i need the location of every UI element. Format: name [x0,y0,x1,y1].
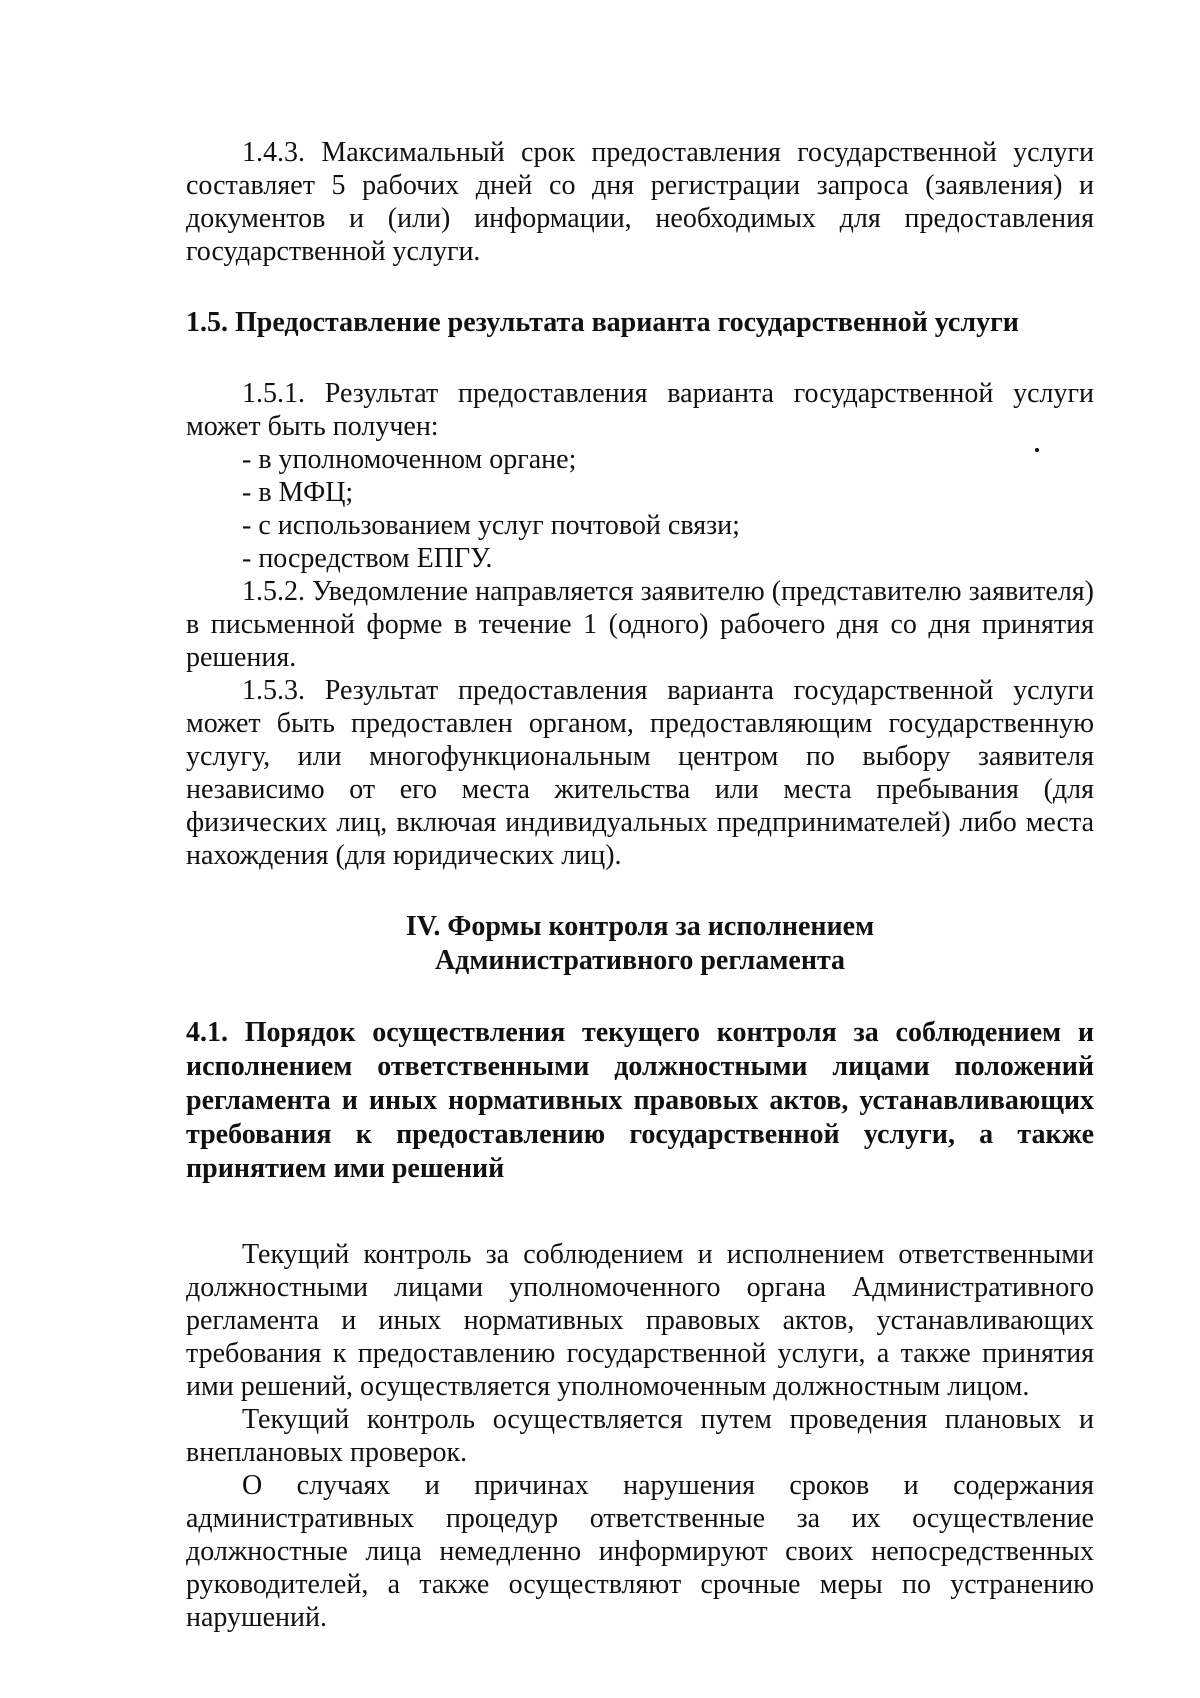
document-page [186,136,1094,1634]
section-iv-title-line1: IV. Формы контроля за исполнением [405,911,875,942]
stray-dot-mark [1035,448,1039,452]
paragraph-1-4-3: 1.4.3. Максимальный срок предоставления государственной услуги составляет 5 рабочих дней со дня регистрации запроса (заявления) и документов и (или) информации, необходимых для предоставления государственной услуги. [186,137,1094,267]
list-item: - в уполномоченном органе; [242,444,577,475]
heading-4-1: 4.1. Порядок осуществления текущего контроля за соблюдением и исполнением ответственными должностными лицами положений регламента и иных нормативных правовых актов, устанавливающих требования к предоставлению государственной услуги, а также принятием ими решений [186,1017,1094,1184]
paragraph-1-5-1: 1.5.1. Результат предоставления варианта государственной услуги может быть получен: [186,378,1094,442]
section-iv-title-line2: Административного регламента [434,945,846,976]
heading-1-5: 1.5. Предоставление результата варианта государственной услуги [186,307,1019,338]
section-iv-title [186,910,1094,978]
paragraph-control-3: О случаях и причинах нарушения сроков и содержания административных процедур ответственные за их осуществление должностные лица немедленно информируют своих непосредственных руководителей, а также осуществляют срочные меры по устранению нарушений. [186,1470,1094,1633]
list-item: - с использованием услуг почтовой связи; [242,510,740,541]
paragraph-control-1: Текущий контроль за соблюдением и исполнением ответственными должностными лицами уполномоченного органа Административного регламента и иных нормативных правовых актов, устанавливающих требования к предоставлению государственной услуги, а также принятия ими решений, осуществляется уполномоченным должностным лицом. [186,1239,1094,1402]
list-item: - в МФЦ; [242,477,354,508]
paragraph-control-2: Текущий контроль осуществляется путем проведения плановых и внеплановых проверок. [186,1404,1094,1468]
list-item: - посредством ЕПГУ. [242,543,493,574]
paragraph-1-5-2: 1.5.2. Уведомление направляется заявителю (представителю заявителя) в письменной форме в течение 1 (одного) рабочего дня со дня принятия решения. [186,576,1094,673]
paragraph-1-5-3: 1.5.3. Результат предоставления варианта государственной услуги может быть предоставлен органом, предоставляющим государственную услугу, или многофункциональным центром по выбору заявителя независимо от его места жительства или места пребывания (для физических лиц, включая индивидуальных предпринимателей) либо места нахождения (для юридических лиц). [186,675,1094,871]
